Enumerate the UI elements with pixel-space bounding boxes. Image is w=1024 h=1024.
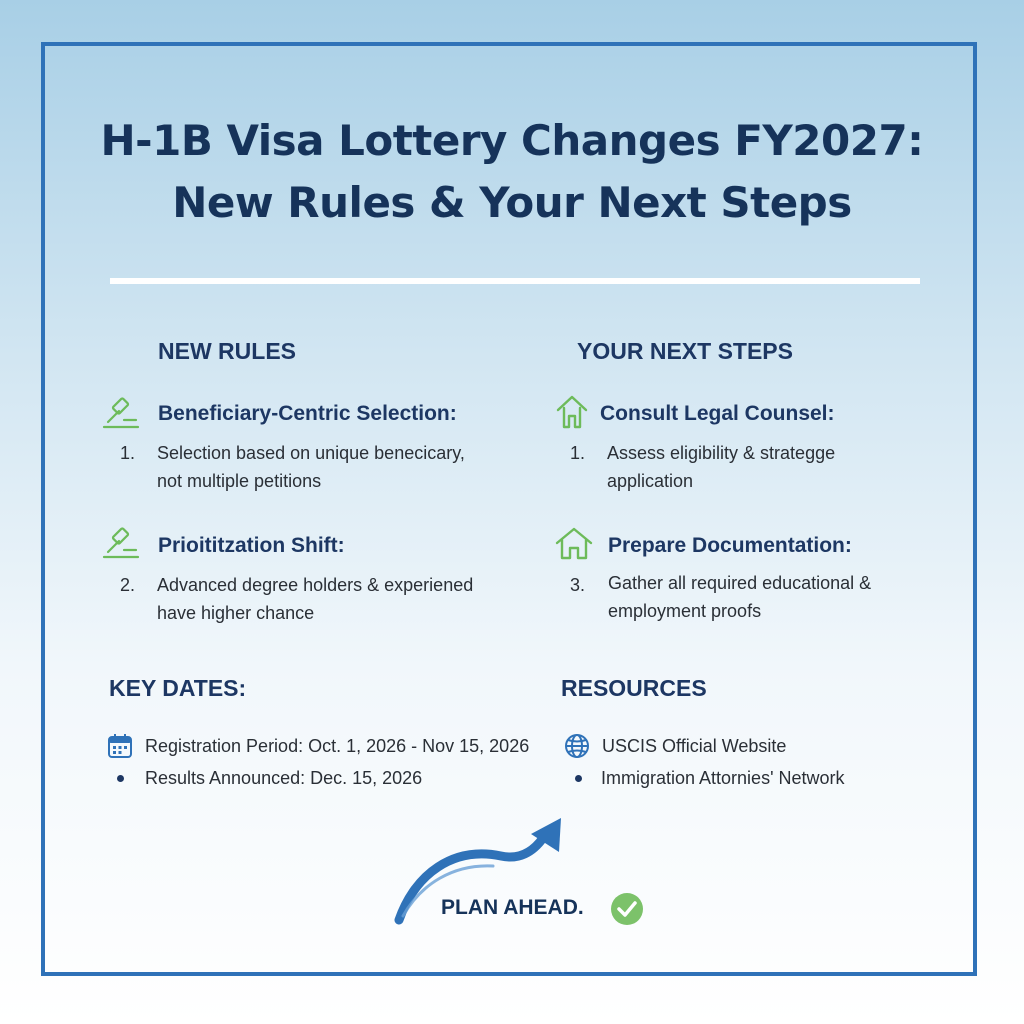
check-circle-icon (610, 892, 644, 930)
rule-1-title: Beneficiary-Centric Selection: (158, 402, 457, 425)
step-2-text (608, 569, 871, 625)
step-2-title: Prepare Documentation: (608, 534, 852, 557)
title-line-2: New Rules & Your Next Steps (172, 178, 852, 227)
registration-period-text: Registration Period: Oct. 1, 2026 - Nov 15, 2026 (145, 736, 530, 756)
rule-1-number: 1. (120, 443, 136, 463)
step-2-line-2: employment proofs (608, 601, 762, 621)
page-title (0, 110, 1024, 234)
resources-heading: RESOURCES (561, 675, 707, 701)
rule-2-text (157, 571, 473, 627)
title-line-1: H-1B Visa Lottery Changes FY2027: (100, 116, 924, 165)
next-steps-heading: YOUR NEXT STEPS (577, 338, 793, 364)
step-1-text (607, 439, 835, 495)
rule-2-line-2: have higher chance (157, 603, 315, 623)
bullet-icon (575, 775, 582, 782)
globe-icon (564, 733, 590, 763)
new-rules-heading: NEW RULES (158, 338, 296, 364)
arrow-up-icon (555, 394, 589, 434)
gavel-icon (102, 396, 142, 434)
step-1-line-2: application (607, 471, 694, 491)
key-dates-heading: KEY DATES: (109, 675, 247, 701)
bullet-icon (117, 775, 124, 782)
rule-1-text (157, 439, 465, 495)
rule-2-line-1: Advanced degree holders & experiened (157, 575, 474, 595)
rule-2-number: 2. (120, 575, 136, 595)
title-divider (110, 278, 920, 284)
rule-1-line-1: Selection based on unique benecicary, (157, 443, 465, 463)
step-1-number: 1. (570, 443, 586, 463)
plan-ahead-text: PLAN AHEAD. (441, 896, 584, 919)
calendar-icon (107, 733, 133, 763)
rule-2-title: Prioititzation Shift: (158, 534, 345, 557)
uscis-website-link[interactable]: USCIS Official Website (602, 736, 787, 756)
attorney-network-link[interactable]: Immigration Attornies' Network (601, 768, 845, 788)
step-2-number: 3. (570, 575, 586, 595)
step-2-line-1: Gather all required educational & (608, 573, 872, 593)
step-1-title: Consult Legal Counsel: (600, 402, 835, 425)
gavel-icon (102, 526, 142, 564)
step-1-line-1: Assess eligibility & strategge (607, 443, 836, 463)
rule-1-line-2: not multiple petitions (157, 471, 322, 491)
results-announced-text: Results Announced: Dec. 15, 2026 (145, 768, 423, 788)
house-arrow-icon (554, 526, 594, 566)
